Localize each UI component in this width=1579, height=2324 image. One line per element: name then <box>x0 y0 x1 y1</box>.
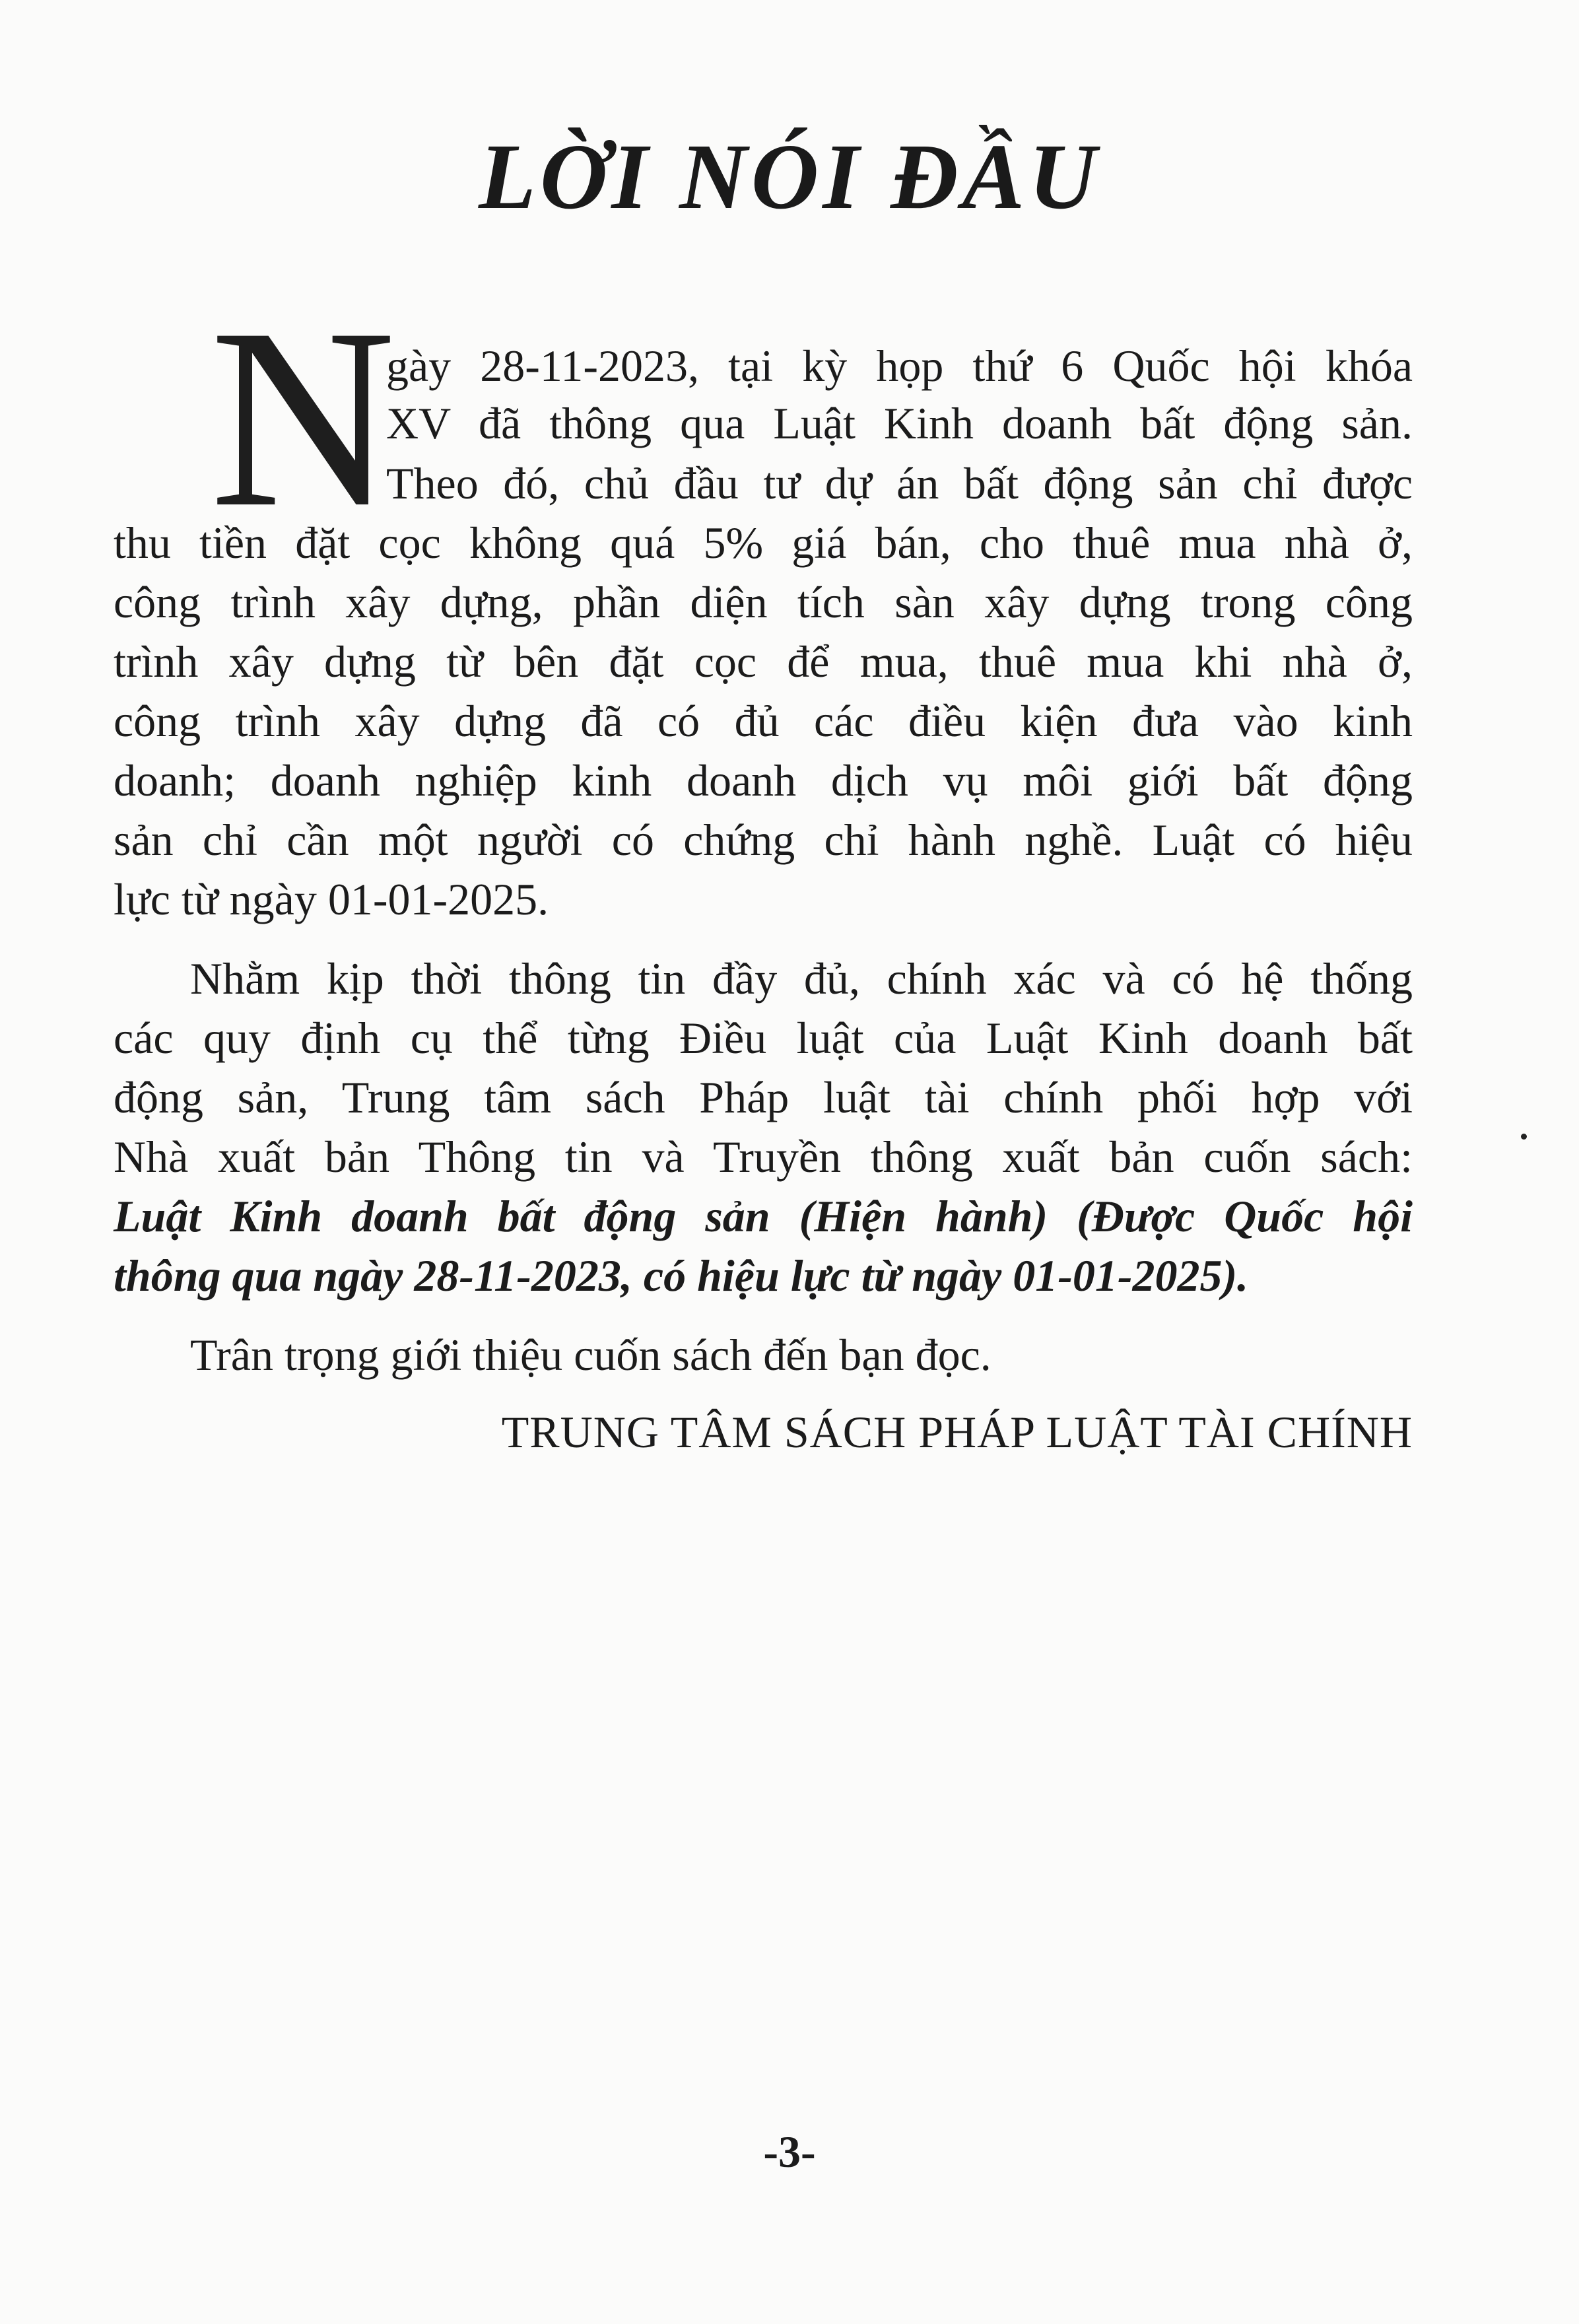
paragraph-1-line-3: Theo đó, chủ đầu tư dự án bất động sản chỉ được <box>386 458 1413 508</box>
paragraph-2-line-1: Nhằm kịp thời thông tin đầy đủ, chính xác và có hệ thống <box>190 953 1413 1004</box>
paragraph-1-line-7: công trình xây dựng đã có đủ các điều kiện đưa vào kinh <box>114 696 1413 746</box>
page-number: -3- <box>763 2127 816 2177</box>
closing-line: Trân trọng giới thiệu cuốn sách đến bạn đọc. <box>190 1330 991 1380</box>
paragraph-2-line-3: động sản, Trung tâm sách Pháp luật tài chính phối hợp với <box>114 1072 1413 1122</box>
book-title-line-1: Luật Kinh doanh bất động sản (Hiện hành) (Được Quốc hội <box>114 1191 1413 1241</box>
paragraph-1-line-2: XV đã thông qua Luật Kinh doanh bất động sản. <box>386 398 1413 448</box>
paragraph-1-line-6: trình xây dựng từ bên đặt cọc để mua, thuê mua khi nhà ở, <box>114 636 1413 687</box>
paragraph-1-line-9: sản chỉ cần một người có chứng chỉ hành nghề. Luật có hiệu <box>114 815 1413 865</box>
drop-cap-letter: N <box>210 275 396 561</box>
page-title: LỜI NÓI ĐẦU <box>479 124 1100 228</box>
signature: TRUNG TÂM SÁCH PHÁP LUẬT TÀI CHÍNH <box>501 1407 1413 1457</box>
paragraph-2-line-4: Nhà xuất bản Thông tin và Truyền thông xuất bản cuốn sách: <box>114 1132 1413 1182</box>
book-title-line-2: thông qua ngày 28-11-2023, có hiệu lực từ ngày 01-01-2025). <box>114 1250 1249 1301</box>
paragraph-1-line-10: lực từ ngày 01-01-2025. <box>114 874 549 924</box>
paragraph-1-line-4: thu tiền đặt cọc không quá 5% giá bán, cho thuê mua nhà ở, <box>114 518 1413 568</box>
paragraph-2-line-2: các quy định cụ thể từng Điều luật của Luật Kinh doanh bất <box>114 1013 1413 1063</box>
paragraph-1-line-1: gày 28-11-2023, tại kỳ họp thứ 6 Quốc hội khóa <box>386 341 1413 391</box>
paragraph-1-line-5: công trình xây dựng, phần diện tích sàn xây dựng trong công <box>114 577 1413 627</box>
paragraph-1-line-8: doanh; doanh nghiệp kinh doanh dịch vụ môi giới bất động <box>114 755 1413 805</box>
ink-speck <box>1521 1134 1527 1140</box>
